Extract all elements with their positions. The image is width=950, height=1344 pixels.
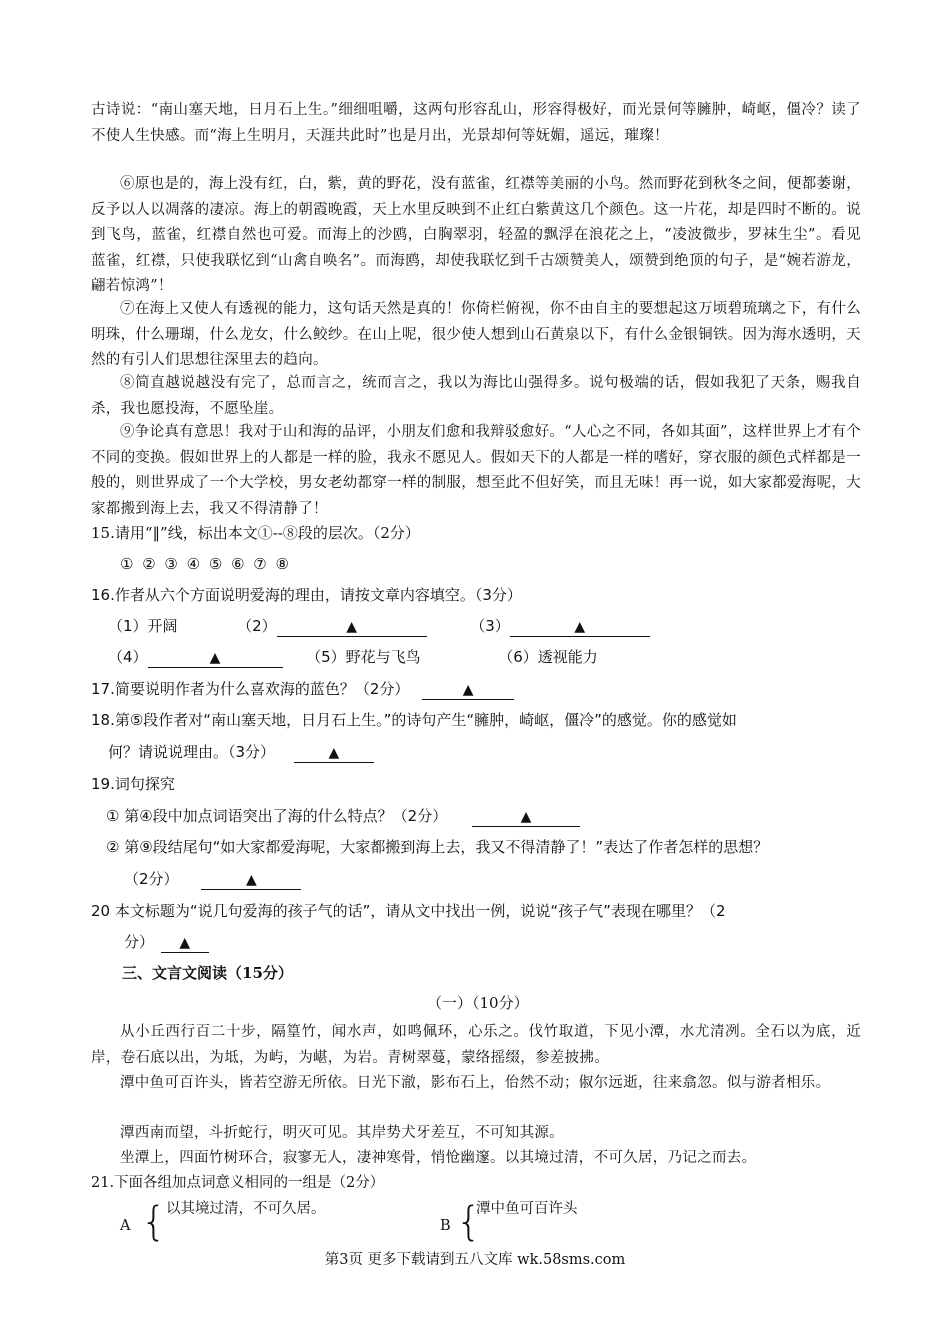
triangle-icon: ▲ <box>346 619 358 635</box>
q16-answer-blank-3[interactable] <box>510 617 650 637</box>
question-15-paragraph-marks: ① ② ③ ④ ⑤ ⑥ ⑦ ⑧ <box>120 555 291 573</box>
classical-paragraph-1: 从小丘西行百二十步，隔篁竹，闻水声，如鸣佩环，心乐之。伐竹取道，下见小潭，水尤清冽。全石以为底，近岸，卷石底以出，为坻，为屿，为嵁，为岩。青树翠蔓，蒙络摇缀，参差披拂。 <box>91 1024 861 1066</box>
question-21: 21.下面各组加点词意义相同的一组是（2分） <box>91 1175 385 1191</box>
question-16-row-2 <box>108 644 598 670</box>
option-a-text: 以其境过清，不可久居。 <box>166 1201 326 1217</box>
paragraph-7: ⑦在海上又使人有透视的能力，这句话天然是真的！你倚栏俯视，你不由自主的要想起这万顷碧琉璃之下，有什么明珠，什么珊瑚，什么龙女，什么鲛纱。在山上呢，很少使人想到山石黄泉以下，有什么金银铜铁。因为海水透明，天然的有引人们思想往深里去的趋向。 <box>91 301 861 368</box>
question-19-part-1 <box>106 803 580 829</box>
section-3-title: 三、文言文阅读（15分） <box>122 964 293 982</box>
question-19-2-text: （2分） <box>124 870 179 888</box>
question-15: 15.请用“‖”线，标出本文①--⑧段的层次。（2分） <box>91 524 420 542</box>
question-19-1-text: ① 第④段中加点词语突出了海的什么特点？（2分） <box>106 807 448 825</box>
question-16-row-1 <box>108 613 650 639</box>
left-brace-icon: { <box>456 1199 482 1245</box>
classical-paragraph-2: 潭中鱼可百许头，皆若空游无所依。日光下澈，影布石上，佁然不动；俶尔远逝，往来翕忽。似与游者相乐。 <box>120 1075 831 1091</box>
q17-answer-blank[interactable] <box>422 680 514 700</box>
paragraph-8: ⑧简直越说越没有完了，总而言之，统而言之，我以为海比山强得多。说句极端的话，假如我犯了天条，赐我自杀，我也愿投海，不愿坠崖。 <box>91 375 861 417</box>
question-20-text: 分） <box>124 933 155 951</box>
option-b-label: B <box>440 1218 451 1234</box>
triangle-icon: ▲ <box>328 745 340 761</box>
q16-item-3: （3） <box>470 617 510 635</box>
q18-answer-blank[interactable] <box>294 743 374 763</box>
page-footer: 第3页 更多下载请到五八文库 wk.58sms.com <box>324 1252 626 1268</box>
paragraph-5-continued: 古诗说：“南山塞天地，日月石上生。”细细咀嚼，这两句形容乱山，形容得极好，而光景何等臃肿，崎岖，僵冷？读了不使人生快感。而“海上生明月，天涯共此时”也是月出，光景却何等妩媚，遥远，璀璨！ <box>91 102 861 144</box>
q16-item-6: （6）透视能力 <box>498 648 598 666</box>
question-19-part-2-line-2 <box>124 866 301 892</box>
classical-paragraph-3: 潭西南而望，斗折蛇行，明灭可见。其岸势犬牙差互，不可知其源。 <box>120 1125 564 1141</box>
question-20-line-2 <box>124 929 209 955</box>
question-18-line-2 <box>108 739 374 765</box>
left-brace-icon: { <box>141 1199 167 1245</box>
question-19-part-2-line-1: ② 第⑨段结尾句“如大家都爱海呢，大家都搬到海上去，我又不得清静了！”表达了作者怎样的思想？ <box>106 838 769 856</box>
q16-answer-blank-4[interactable] <box>148 648 283 668</box>
question-16: 16.作者从六个方面说明爱海的理由，请按文章内容填空。（3分） <box>91 586 522 604</box>
q16-answer-blank-2[interactable] <box>277 617 427 637</box>
q19-1-answer-blank[interactable] <box>472 807 580 827</box>
paragraph-6: ⑥原也是的，海上没有红，白，紫，黄的野花，没有蓝雀，红襟等美丽的小鸟。然而野花到秋冬之间，便都萎谢，反予以人以凋落的凄凉。海上的朝霞晚霞，天上水里反映到不止红白紫黄这几个颜色。这一片花，却是四时不断的。说到飞鸟，蓝雀，红襟自然也可爱。而海上的沙鸥，白胸翠羽，轻盈的飘浮在浪花之上，“凌波微步，罗袜生尘”。看见蓝雀，红襟，只使我联忆到“山禽自唤名”。而海鸥，却使我联忆到千古颂赞美人，颂赞到绝顶的句子，是“婉若游龙，翩若惊鸿”！ <box>91 176 861 294</box>
triangle-icon: ▲ <box>520 809 532 825</box>
question-17-text: 17.简要说明作者为什么喜欢海的蓝色？（2分） <box>91 680 410 698</box>
q16-item-2: （2） <box>237 617 277 635</box>
triangle-icon: ▲ <box>462 682 474 698</box>
q16-item-5: （5）野花与飞鸟 <box>306 648 421 666</box>
q19-2-answer-blank[interactable] <box>201 870 301 890</box>
q16-item-1: （1）开阔 <box>108 617 178 635</box>
question-20-line-1: 20 本文标题为“说几句爱海的孩子气的话”，请从文中找出一例，说说“孩子气”表现在哪里？（2 <box>91 902 726 920</box>
classical-paragraph-4: 坐潭上，四面竹树环合，寂寥无人，凄神寒骨，悄怆幽邃。以其境过清，不可久居，乃记之而去。 <box>120 1150 757 1166</box>
triangle-icon: ▲ <box>245 872 257 888</box>
triangle-icon: ▲ <box>574 619 586 635</box>
question-18-line-1: 18.第⑤段作者对“南山塞天地，日月石上生。”的诗句产生“臃肿，崎岖，僵冷”的感觉。你的感觉如 <box>91 711 737 729</box>
question-17 <box>91 676 514 702</box>
triangle-icon: ▲ <box>209 650 221 666</box>
subsection-title: （一）（10分） <box>427 994 529 1012</box>
q16-item-4: （4） <box>108 648 148 666</box>
question-18-text: 何？请说说理由。（3分） <box>108 743 276 761</box>
triangle-icon: ▲ <box>179 935 191 951</box>
q20-answer-blank[interactable] <box>161 933 209 953</box>
option-b-text: 潭中鱼可百许头 <box>476 1201 578 1217</box>
paragraph-9: ⑨争论真有意思！我对于山和海的品评，小朋友们愈和我辩驳愈好。“人心之不同，各如其面”，这样世界上才有个不同的变换。假如世界上的人都是一样的脸，我永不愿见人。假如天下的人都是一样的嗜好，穿衣服的颜色式样都是一般的，则世界成了一个大学校，男女老幼都穿一样的制服，想至此不但好笑，而且无味！再一说，如大家都爱海呢，大家都搬到海上去，我又不得清静了！ <box>91 424 861 517</box>
option-a-label: A <box>120 1218 131 1234</box>
question-19: 19.词句探究 <box>91 775 175 793</box>
